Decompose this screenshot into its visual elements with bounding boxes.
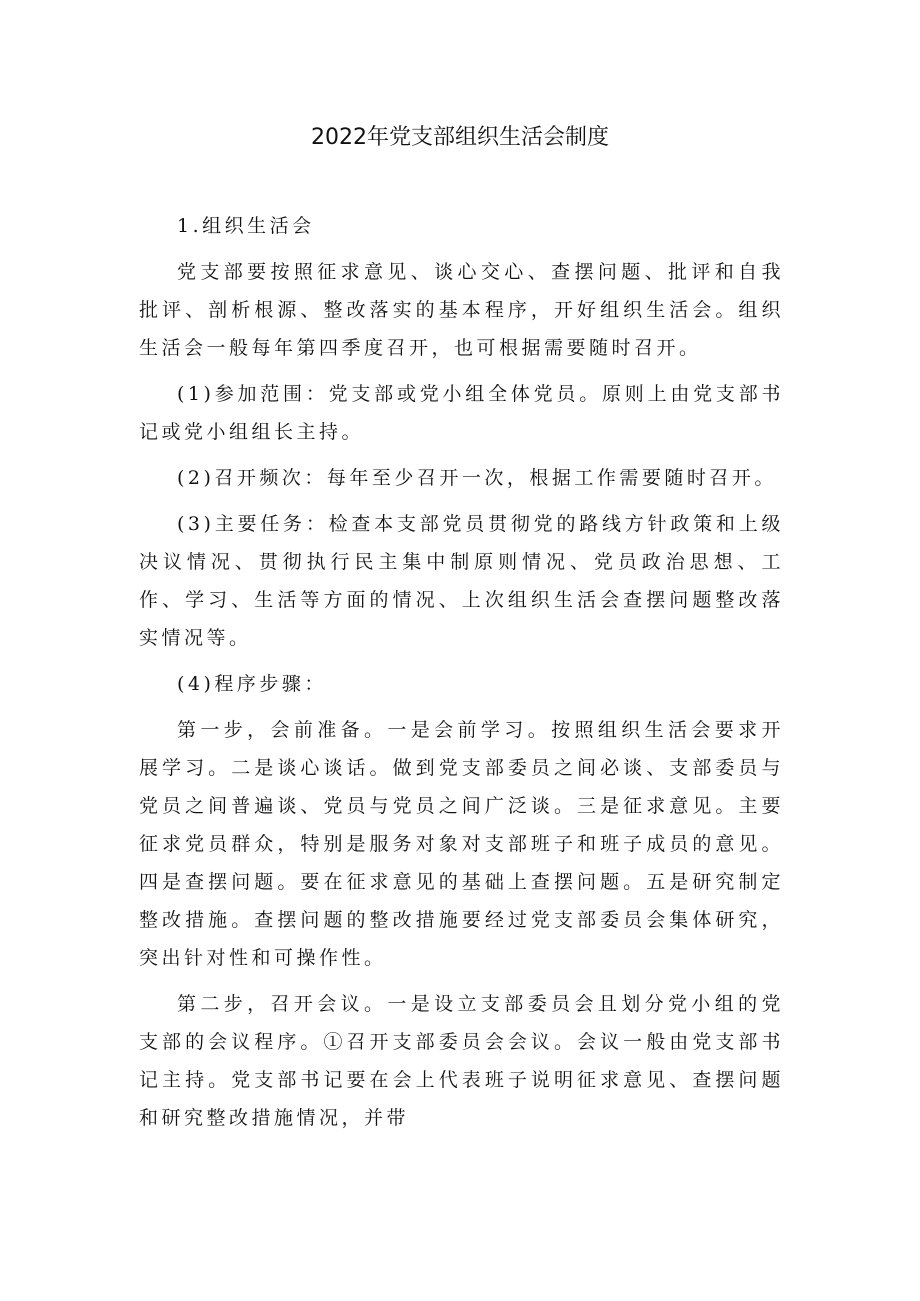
- paragraph-intro: 党支部要按照征求意见、谈心交心、查摆问题、批评和自我批评、剖析根源、整改落实的基本程序，开好组织生活会。组织生活会一般每年第四季度召开，也可根据需要随时召开。: [139, 261, 784, 359]
- section-heading: 1.组织生活会: [177, 215, 315, 237]
- paragraph-step-two: 第二步，召开会议。一是设立支部委员会且划分党小组的党支部的会议程序。①召开支部委员会会议。会议一般由党支部书记主持。党支部书记要在会上代表班子说明征求意见、查摆问题和研究整改措施情况，并带: [139, 993, 784, 1129]
- document-body: [139, 207, 784, 1137]
- paragraph-frequency: (2)召开频次：每年至少召开一次，根据工作需要随时召开。: [177, 467, 777, 489]
- paragraph-step-one: 第一步，会前准备。一是会前学习。按照组织生活会要求开展学习。二是谈心谈话。做到党支部委员之间必谈、支部委员与党员之间普遍谈、党员与党员之间广泛谈。三是征求意见。主要征求党员群众，特别是服务对象对支部班子和班子成员的意见。四是查摆问题。要在征求意见的基础上查摆问题。五是研究制定整改措施。查摆问题的整改措施要经过党支部委员会集体研究，突出针对性和可操作性。: [139, 719, 784, 969]
- paragraph-tasks: (3)主要任务：检查本支部党员贯彻党的路线方针政策和上级决议情况、贯彻执行民主集中制原则情况、党员政治思想、工作、学习、生活等方面的情况、上次组织生活会查摆问题整改落实情况等。: [139, 513, 784, 649]
- document-title: 2022年党支部组织生活会制度: [311, 125, 609, 150]
- paragraph-steps-heading: (4)程序步骤：: [177, 673, 327, 695]
- paragraph-scope: (1)参加范围：党支部或党小组全体党员。原则上由党支部书记或党小组组长主持。: [139, 383, 784, 443]
